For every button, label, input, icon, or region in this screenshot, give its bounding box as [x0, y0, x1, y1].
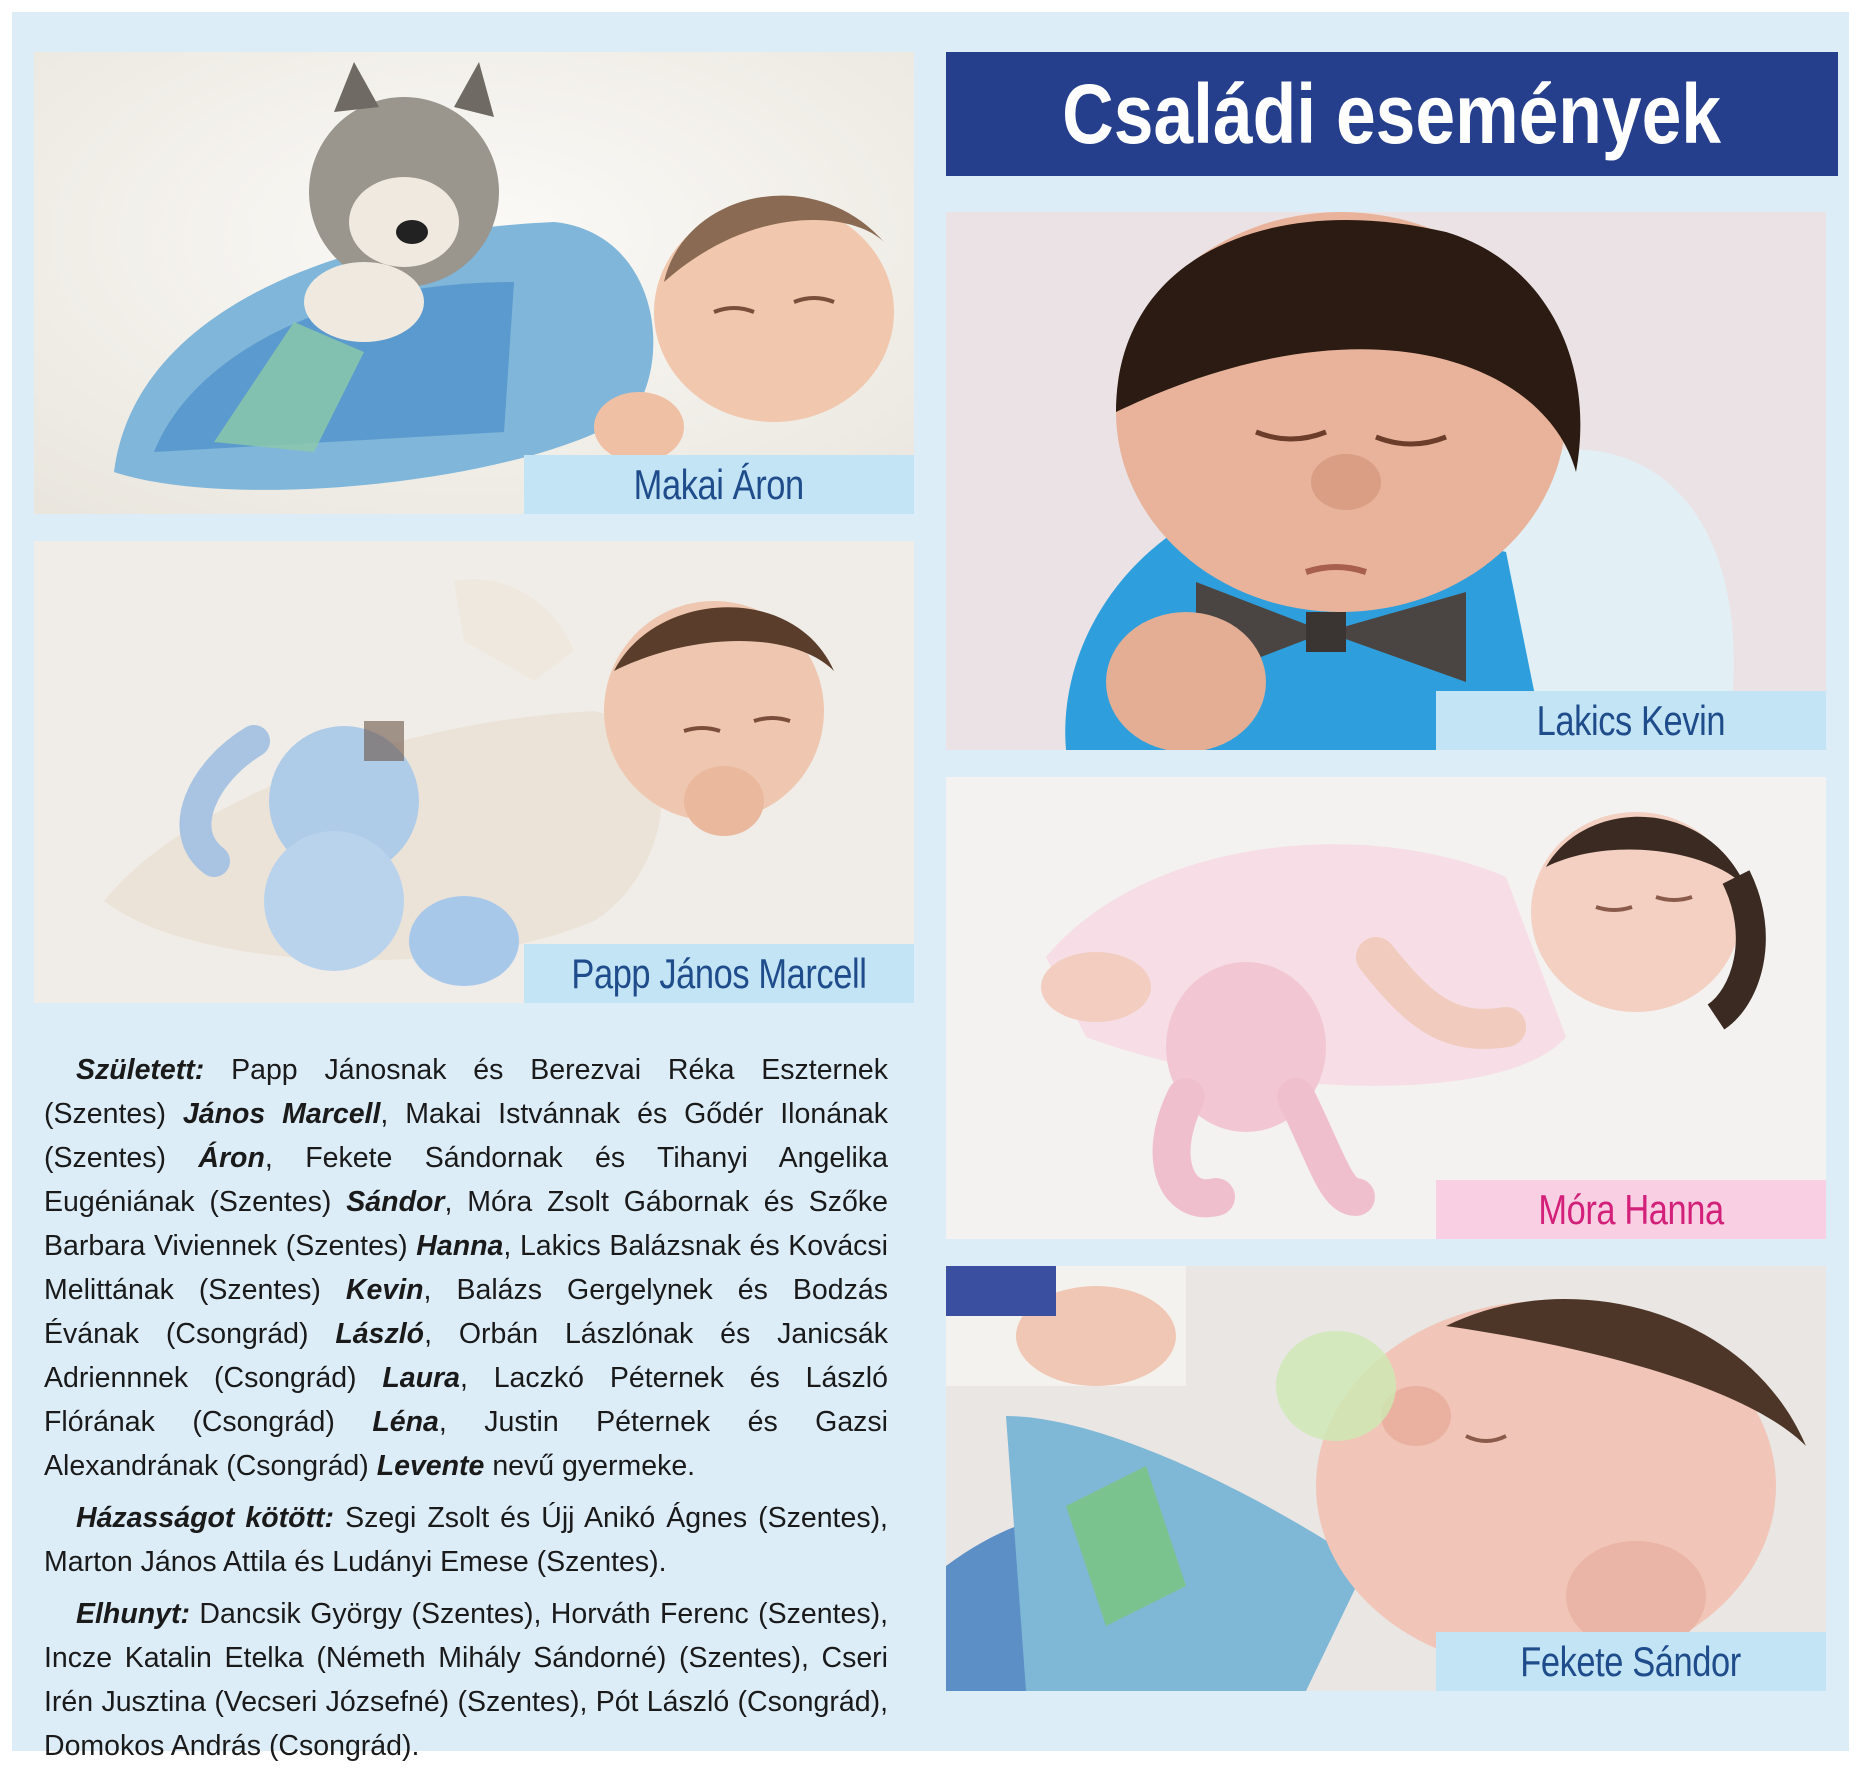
births-text-segment: , Orbán Lászlónak és Janicsák Adriennnek (Csongrád): [44, 1318, 889, 1394]
births-text-segment: , Móra Zsolt Gábornak és Szőke Barbara Viviennek (Szentes): [44, 1186, 889, 1262]
child-name: László: [335, 1318, 425, 1350]
births-text-segment: , Balázs Gergelynek és Bodzás Évának (Csongrád): [44, 1274, 888, 1350]
section-title: Családi események: [1062, 66, 1722, 161]
family-events-article: [44, 1048, 888, 1776]
child-name: Áron: [198, 1142, 265, 1174]
child-name: Léna: [372, 1406, 439, 1438]
photo-lakics-kevin: [946, 212, 1826, 750]
photo-caption: Móra Hanna: [1436, 1180, 1826, 1239]
photo-caption: Lakics Kevin: [1436, 691, 1826, 750]
deaths-paragraph: [44, 1592, 888, 1768]
baby-photo-illustration: [946, 1266, 1826, 1691]
photo-caption: Fekete Sándor: [1436, 1632, 1826, 1691]
births-label: Született:: [76, 1054, 232, 1086]
photo-makai-aron: [34, 52, 914, 514]
births-paragraph: [44, 1048, 888, 1488]
baby-photo-illustration: [946, 777, 1826, 1239]
child-name: Hanna: [416, 1230, 504, 1262]
child-name: Kevin: [345, 1274, 424, 1306]
births-text-segment: nevű gyermeke.: [484, 1450, 696, 1482]
photo-papp-janos-marcell: [34, 541, 914, 1003]
photo-caption: Makai Áron: [524, 455, 914, 514]
births-text: [44, 1054, 888, 1482]
child-name: Sándor: [346, 1186, 445, 1218]
photo-fekete-sandor: [946, 1266, 1826, 1691]
baby-photo-illustration: [34, 52, 914, 514]
births-text-segment: , Justin Péternek és Gazsi Alexandrának (Csongrád): [44, 1406, 889, 1482]
child-name: Laura: [382, 1362, 460, 1394]
deaths-label: Elhunyt:: [76, 1598, 200, 1630]
child-name: János Marcell: [182, 1098, 381, 1130]
marriages-paragraph: [44, 1496, 888, 1584]
births-text-segment: , Makai Istvánnak és Gődér Ilonának (Szentes): [44, 1098, 888, 1174]
section-title-banner: [946, 52, 1838, 176]
child-name: Levente: [376, 1450, 485, 1482]
births-text-segment: Papp Jánosnak és Berezvai Réka Eszternek (Szentes): [44, 1054, 888, 1130]
deaths-text: Dancsik György (Szentes), Horváth Ferenc (Szentes), Incze Katalin Etelka (Németh Mihály Sándorné) (Szentes), Cseri Irén Jusztina (Vecseri Józsefné) (Szentes), Pót László (Csongrád), Domokos András (Csongrád).: [44, 1598, 888, 1762]
photo-mora-hanna: [946, 777, 1826, 1239]
births-text-segment: , Fekete Sándornak és Tihanyi Angelika Eugéniának (Szentes): [44, 1142, 888, 1218]
baby-photo-illustration: [946, 212, 1826, 750]
photo-caption: Papp János Marcell: [524, 944, 914, 1003]
marriages-text: Szegi Zsolt és Újj Anikó Ágnes (Szentes), Marton János Attila és Ludányi Emese (Szentes).: [44, 1502, 888, 1578]
births-text-segment: , Lakics Balázsnak és Kovácsi Melittának (Szentes): [44, 1230, 888, 1306]
births-text-segment: , Laczkó Péternek és László Flórának (Csongrád): [44, 1362, 888, 1438]
marriages-label: Házasságot kötött:: [76, 1502, 346, 1534]
baby-photo-illustration: [34, 541, 914, 1003]
